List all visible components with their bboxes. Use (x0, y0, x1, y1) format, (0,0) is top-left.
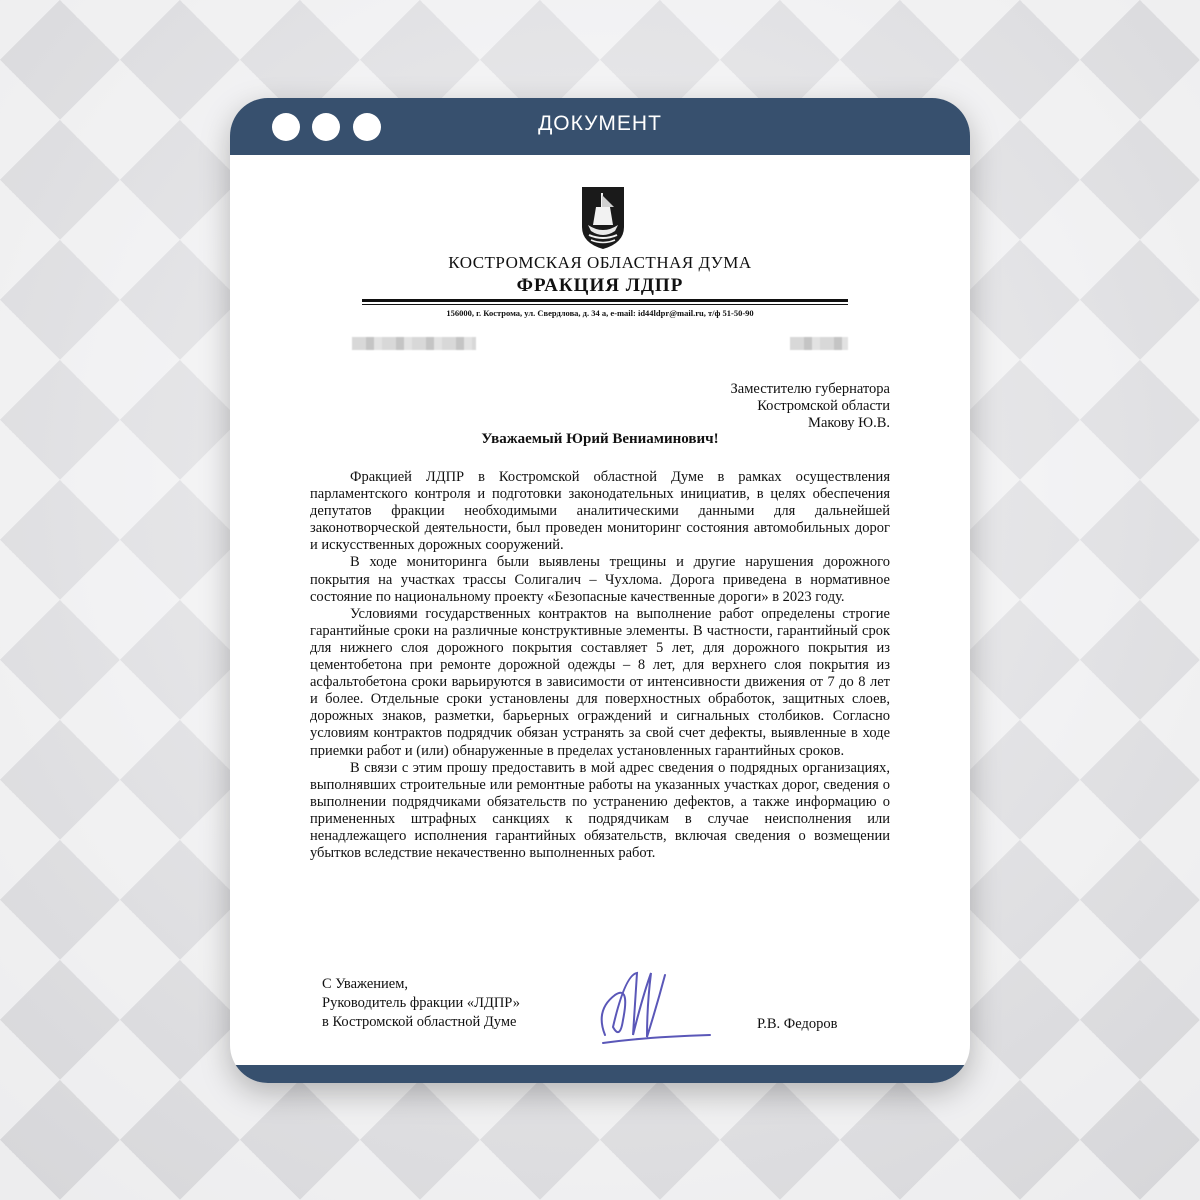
redacted-number (352, 337, 476, 350)
handwritten-signature-icon (585, 965, 715, 1055)
body-paragraph: Условиями государственных контрактов на выполнение работ определены строгие гарантийные сроки на различные конструктивные элементы. В частности, гарантийный срок для нижнего слоя дорожного покрытия составляет 5 лет, для дорожного покрытия из цементобетона при ремонте дорожной одежды – 8 лет, для верхнего слоя покрытия из асфальтобетона сроки варьируются в зависимости от интенсивности движения от 7 до 8 лет и более. Отдельные сроки установлены для поверхностных обработок, защитных слоев, дорожных знаков, разметки, барьерных ограждений и сигнальных столбиков. Согласно условиям контрактов подрядчик обязан устранять за свой счет дефекты, выявленные в ходе приемки работ и (или) обнаруженные в пределах установленных гарантийных сроков. (310, 605, 890, 759)
kostroma-coat-of-arms-icon (580, 185, 626, 251)
window-titlebar (230, 98, 970, 155)
greeting: Уважаемый Юрий Вениаминович! (481, 431, 719, 447)
letter-body (310, 469, 890, 862)
organization-name: КОСТРОМСКАЯ ОБЛАСТНАЯ ДУМА (448, 253, 752, 272)
addressee-line: Заместителю губернатора (730, 381, 890, 397)
body-paragraph: В ходе мониторинга были выявлены трещины и другие нарушения дорожного покрытия на участках трассы Солигалич – Чухлома. Дорога приведена в нормативное состояние по национальному проекту «Безопасные качественные дороги» в 2023 году. (310, 554, 890, 605)
letterhead-divider (362, 299, 848, 302)
document-window (230, 98, 970, 1083)
window-bottom-bar (230, 1065, 970, 1083)
letter-page (230, 155, 970, 1065)
window-title: ДОКУМЕНТ (538, 112, 662, 135)
signatory-name: Р.В. Федоров (757, 1016, 838, 1032)
contacts-line: 156000, г. Кострома, ул. Свердлова, д. 34 а, e-mail: id44ldpr@mail.ru, т/ф 51-50-90 (446, 308, 754, 318)
letterhead-divider-thin (362, 304, 848, 305)
body-paragraph: В связи с этим прошу предоставить в мой адрес сведения о подрядных организациях, выполнявших строительные или ремонтные работы на указанных участках дорог, сведения о выполнении подрядчиками обязательств по устранению дефектов, а также информацию о примененных штрафных санкциях к подрядчикам в случае неисполнения или ненадлежащего исполнения гарантийных обязательств, включая сведения о возмещении убытков вследствие некачественно выполненных работ. (310, 759, 890, 862)
closing-line: С Уважением, (322, 976, 409, 992)
redacted-date (790, 337, 848, 350)
closing-block (322, 975, 520, 1032)
addressee-block (731, 381, 890, 432)
body-paragraph: Фракцией ЛДПР в Костромской областной Думе в рамках осуществления парламентского контроля и подготовки законодательных инициатив, в целях обеспечения депутатов фракции необходимыми аналитическими данными для дальнейшей законотворческой деятельности, был проведен мониторинг состояния автомобильных дорог и искусственных дорожных сооружений. (310, 469, 890, 554)
addressee-line: Макову Ю.В. (808, 415, 890, 431)
closing-line: в Костромской областной Думе (322, 1014, 517, 1030)
closing-line: Руководитель фракции «ЛДПР» (322, 995, 520, 1011)
faction-name: ФРАКЦИЯ ЛДПР (516, 275, 684, 296)
addressee-line: Костромской области (757, 398, 890, 414)
